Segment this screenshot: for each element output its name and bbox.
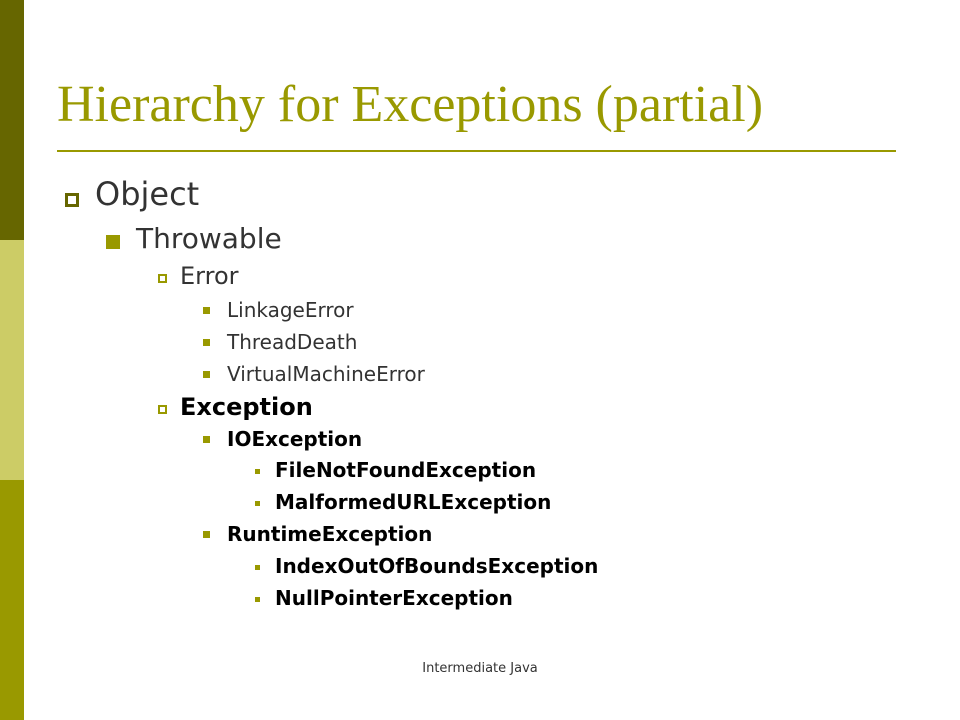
outline-item-label: NullPointerException [275, 586, 513, 610]
outline-item-label: Error [180, 262, 239, 290]
outline-item-label: RuntimeException [227, 522, 433, 546]
title-underline [57, 150, 896, 152]
filled-square-bullet-icon [255, 501, 260, 506]
outline-item-label: Exception [180, 393, 313, 421]
filled-square-bullet-icon [203, 307, 210, 314]
hollow-square-bullet-icon [158, 274, 167, 283]
filled-square-bullet-icon [203, 436, 210, 443]
outline-item-label: Object [95, 175, 200, 213]
outline-item-label: Throwable [136, 222, 282, 255]
slide-footer: Intermediate Java [422, 661, 538, 676]
decorative-stripe-top [0, 0, 24, 240]
outline-item-label: FileNotFoundException [275, 458, 537, 482]
filled-square-bullet-icon [255, 565, 260, 570]
filled-square-bullet-icon [255, 469, 260, 474]
hollow-square-bullet-icon [158, 405, 167, 414]
filled-square-bullet-icon [203, 531, 210, 538]
outline-item-label: LinkageError [227, 298, 354, 322]
hollow-square-bullet-icon [65, 193, 79, 207]
outline-item-label: IOException [227, 427, 363, 451]
outline-item-label: ThreadDeath [227, 330, 358, 354]
filled-square-bullet-icon [203, 371, 210, 378]
outline-item-label: IndexOutOfBoundsException [275, 554, 599, 578]
filled-square-bullet-icon [106, 235, 120, 249]
filled-square-bullet-icon [255, 597, 260, 602]
outline-item-label: VirtualMachineError [227, 362, 425, 386]
decorative-stripe-bottom [0, 480, 24, 720]
slide-title: Hierarchy for Exceptions (partial) [57, 76, 764, 133]
outline-item-label: MalformedURLException [275, 490, 552, 514]
filled-square-bullet-icon [203, 339, 210, 346]
decorative-stripe-middle [0, 240, 24, 480]
